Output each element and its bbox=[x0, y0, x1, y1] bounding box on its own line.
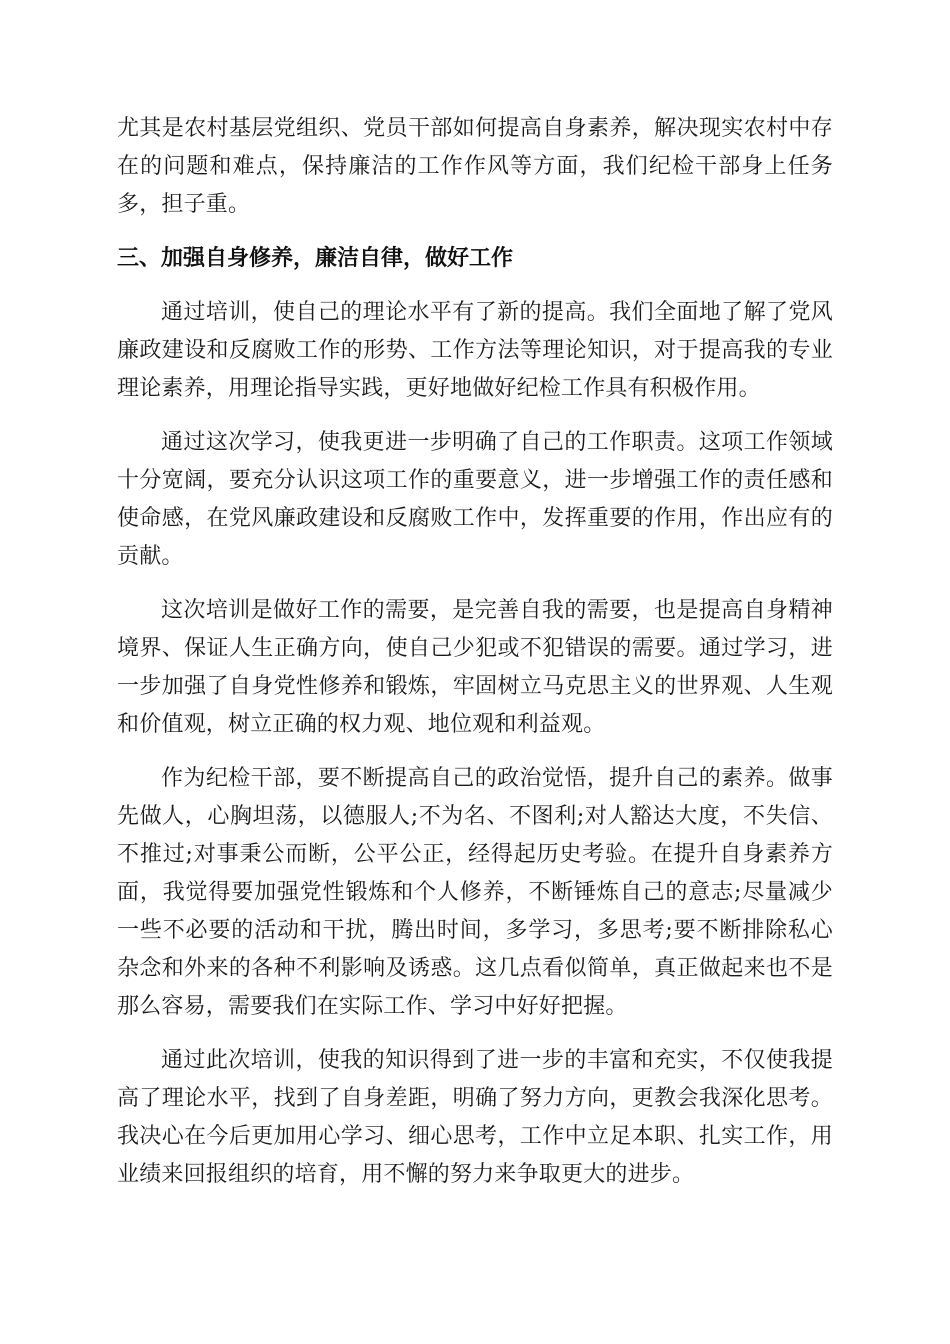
paragraph-duties: 通过这次学习，使我更进一步明确了自己的工作职责。这项工作领域十分宽阔，要充分认识这项工作的重要意义，进一步增强工作的责任感和使命感，在党风廉政建设和反腐败工作中，发挥重要的作用，作出应有的贡献。 bbox=[117, 430, 833, 569]
paragraph-cadre-conduct: 作为纪检干部，要不断提高自己的政治觉悟，提升自己的素养。做事先做人，心胸坦荡，以德服人;不为名、不图利;对人豁达大度，不失信、不推过;对事秉公而断，公平公正，经得起历史考验。在提升自身素养方面，我觉得要加强党性锻炼和个人修养，不断锤炼自己的意志;尽量减少一些不必要的活动和干扰，腾出时间，多学习，多思考;要不断排除私心杂念和外来的各种不利影响及诱惑。这几点看似简单，真正做起来也不是那么容易，需要我们在实际工作、学习中好好把握。 bbox=[117, 766, 833, 1019]
paragraph-training-theory: 通过培训，使自己的理论水平有了新的提高。我们全面地了解了党风廉政建设和反腐败工作的形势、工作方法等理论知识，对于提高我的专业理论素养，用理论指导实践，更好地做好纪检工作具有积极作用。 bbox=[117, 300, 833, 401]
paragraph-conclusion: 通过此次培训，使我的知识得到了进一步的丰富和充实，不仅使我提高了理论水平，找到了自身差距，明确了努力方向，更教会我深化思考。我决心在今后更加用心学习、细心思考，工作中立足本职、扎实工作，用业绩来回报组织的培育，用不懈的努力来争取更大的进步。 bbox=[117, 1048, 833, 1187]
section-heading: 三、加强自身修养，廉洁自律，做好工作 bbox=[117, 246, 514, 271]
paragraph-continuation: 尤其是农村基层党组织、党员干部如何提高自身素养，解决现实农村中存在的问题和难点，保持廉洁的工作作风等方面，我们纪检干部身上任务多，担子重。 bbox=[117, 116, 833, 217]
paragraph-self-improvement: 这次培训是做好工作的需要，是完善自我的需要，也是提高自身精神境界、保证人生正确方向，使自己少犯或不犯错误的需要。通过学习，进一步加强了自身党性修养和锻炼，牢固树立马克思主义的世界观、人生观和价值观，树立正确的权力观、地位观和利益观。 bbox=[117, 598, 833, 737]
document-body bbox=[117, 110, 833, 1210]
